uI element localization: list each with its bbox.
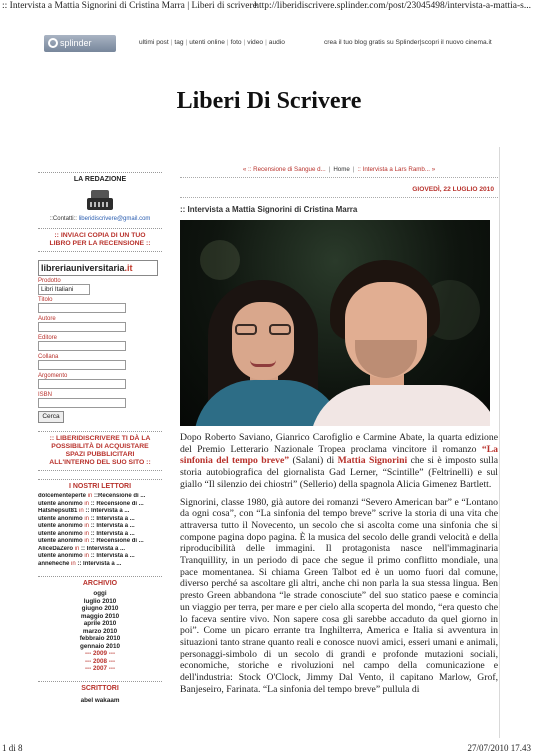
book-title: “La sinfonia del tempo breve” [180, 443, 498, 467]
cerca-button[interactable]: Cerca [38, 411, 64, 423]
divider [180, 177, 498, 178]
readers-title: I NOSTRI LETTORI [38, 479, 162, 493]
contact-line [38, 216, 162, 222]
contact-email-link[interactable]: liberidiscrivere@gmail.com [78, 216, 151, 222]
archive-link[interactable]: marzo 2010 [82, 627, 118, 635]
editore-label: Editore [38, 335, 58, 341]
print-datetime: 27/07/2010 17.43 [467, 743, 531, 753]
archive-year-link[interactable]: --- 2008 --- [84, 657, 116, 665]
top-nav-right: crea il tuo blog gratis su Splinder|scopri il nuovo cinema.it [324, 39, 492, 46]
archive-link[interactable]: luglio 2010 [83, 597, 117, 605]
libreria-universitaria-logo[interactable] [38, 260, 158, 276]
print-page-url: http://liberidiscrivere.splinder.com/post/23045498/intervista-a-mattia-s... [254, 1, 531, 11]
isbn-label: ISBN [38, 392, 53, 398]
archive-link[interactable]: giugno 2010 [81, 605, 119, 612]
reader-row[interactable] [38, 501, 162, 509]
reader-in: in [84, 530, 90, 537]
isbn-input[interactable] [38, 398, 126, 408]
author-name: Mattia Signorini [337, 455, 408, 467]
reader-user[interactable]: utente anonimo [38, 530, 83, 537]
reader-in: in [84, 553, 90, 559]
top-nav: ultimi post | tag | utenti online | foto | video | audio [139, 39, 285, 46]
nav-nuovo-cinema[interactable]: scopri il nuovo cinema.it [421, 39, 492, 46]
archive-year-link[interactable]: --- 2009 --- [84, 650, 116, 657]
reader-row[interactable] [38, 508, 162, 516]
reader-in: in [79, 508, 84, 514]
reader-user[interactable]: dolcementeperte [38, 493, 87, 499]
nav-tag[interactable]: tag [174, 39, 184, 46]
titolo-label: Titolo [38, 297, 53, 303]
readers-list [38, 493, 162, 568]
reader-post[interactable]: :: Intervista a ... [81, 545, 126, 552]
autore-label: Autore [38, 316, 56, 322]
post-date: GIOVEDÌ, 22 LUGLIO 2010 [412, 186, 494, 193]
reader-post[interactable]: :: Recensione di ... [90, 538, 144, 544]
argomento-input[interactable] [38, 379, 126, 389]
home-link[interactable]: Home [333, 166, 350, 173]
reader-user[interactable]: anneheche [38, 560, 70, 567]
post-title[interactable]: :: Intervista a Mattia Signorini di Cristina Marra [180, 205, 358, 214]
editore-input[interactable] [38, 341, 126, 351]
reader-user[interactable]: utente anonimo [38, 500, 83, 507]
sidebar [38, 172, 162, 704]
archive-link[interactable]: gennaio 2010 [80, 642, 120, 650]
print-footer [0, 742, 535, 756]
article-text: che si è imposto sulla storia autobiografica del giornalista Gad Lerner, “Scintille” (Feltrinelli) e sul giallo “Il silenzio dei chiostri” (Sellerio) della spagnola Alicia Gimenez Bartlett. [180, 455, 498, 490]
splinder-logo-icon [48, 38, 58, 48]
titolo-input[interactable] [38, 303, 126, 313]
article-text: Dopo Roberto Saviano, Gianrico Carofiglio e Carmine Abate, la quarta edizione del Premio Letterario Nazionale Tropea proclama vincitore il romanzo [180, 432, 498, 455]
reader-in: in [74, 545, 80, 552]
article-body [180, 432, 498, 695]
article-paragraph: Signorini, classe 1980, già autore dei romanzi “Severo American bar” e “Lontano da ogni cosa”, con “La sinfonia del tempo breve” scrive la storia di una vita che attraversa tutto il Novecento, un secolo che si ascolta come una sinfonia che si compone pagina dopo pagina. È la musica del secolo delle grandi velocità e della riproducibilità delle immagini. Il protagonista nasce nell'immaginaria Tranquillity, in un periodo di pace che segue il primo conflitto mondiale, una pace momentanea. Si chiama Green Talbot ed è un uomo fuori dal comune, diverso perché sa ascoltare gli altri, anche chi non parla la sua stessa lingua. Ben presto Green abbandona “le strade conosciute” del suo statico paese e comincia un viaggio per terra, per mare e per cielo alla scoperta del mondo, “era questo che lo faceva sentire vivo. Non sapere cosa gli sarebbe accaduto da quel giorno in poi”. Come un picaro errante tra Inghilterra, America e Italia si avventura in situazioni tanto strane quanto reali e conosce nuovi amici, esseri umani e animali, personaggi-simbolo di un secolo di grandi e profonde mutazioni sociali, economiche, storiche e rivoluzioni nel campo della comunicazione e dell'industria: Stock O'Clock, Jimmy Dal Vento, il capitano Marlow, Grof, Banjeseiro, Farinata. “La sinfonia del tempo breve” pullula di [180, 496, 498, 695]
ads-promo[interactable]: :: LIBERIDISCRIVERE TI DÀ LA POSSIBILITÀ DI ACQUISTARE SPAZI PUBBLICITARI ALL'INTERNO DEL SUO SITO :: [38, 431, 162, 471]
reader-row[interactable] [38, 493, 162, 501]
nav-video[interactable]: video [247, 39, 264, 46]
reader-post[interactable]: :: Intervista a ... [85, 508, 130, 514]
prev-post-link[interactable]: « :: Recensione di Sangue d... [242, 166, 326, 173]
post-photo [180, 220, 490, 426]
autore-input[interactable] [38, 322, 126, 332]
reader-post[interactable]: :: Intervista a ... [77, 560, 122, 567]
reader-in: in [84, 500, 90, 507]
blog-title[interactable]: Liberi Di Scrivere [176, 88, 362, 114]
libreria-logo-text: libreriauniversitaria [41, 263, 125, 273]
reader-user[interactable]: AliceDaZero [38, 545, 74, 552]
article-paragraph [180, 432, 498, 491]
print-header [0, 0, 535, 14]
libreria-logo-tld: .it [124, 263, 133, 273]
reader-post[interactable]: :: Recensione di ... [90, 500, 144, 507]
archive-link[interactable]: aprile 2010 [83, 620, 117, 627]
reader-user[interactable]: utente anonimo [38, 538, 83, 544]
print-page-title: :: Intervista a Mattia Signorini di Cristina Marra | Liberi di scrivere [2, 1, 257, 11]
archive-link[interactable]: maggio 2010 [80, 612, 120, 620]
reader-row[interactable] [38, 523, 162, 531]
reader-user[interactable]: utente anonimo [38, 515, 83, 522]
reader-in: in [84, 538, 90, 544]
prodotto-label: Prodotto [38, 278, 61, 284]
reader-user[interactable]: utente anonimo [38, 523, 83, 529]
contact-label: ::Contatti:: [49, 216, 77, 222]
argomento-label: Argomento [38, 373, 68, 379]
reader-row[interactable] [38, 553, 162, 561]
reader-in: in [71, 560, 76, 567]
reader-post[interactable]: :: Intervista a ... [90, 523, 135, 529]
reader-post[interactable]: :: Intervista a ... [90, 553, 135, 559]
nav-ultimi-post[interactable]: ultimi post [139, 39, 169, 46]
reader-user[interactable]: Hatshepsut81 [38, 508, 78, 514]
post-navigation: « :: Recensione di Sangue d... | Home | :: Intervista a Lars Ramb... » [242, 166, 436, 173]
nav-audio[interactable]: audio [268, 39, 285, 46]
reader-post[interactable]: :: Intervista a ... [90, 530, 135, 537]
nav-foto[interactable]: foto [230, 39, 242, 46]
prodotto-select[interactable]: Libri Italiani [38, 284, 90, 295]
reader-in: in [87, 493, 93, 499]
writers-title: SCRITTORI [38, 681, 162, 695]
divider [180, 197, 498, 198]
reader-post[interactable]: :: Intervista a ... [90, 515, 135, 522]
reader-in: in [84, 523, 90, 529]
splinder-logo[interactable] [44, 35, 116, 52]
archive-list [38, 590, 162, 673]
print-page-number: 1 di 8 [2, 743, 23, 753]
redazione-title: LA REDAZIONE [38, 172, 162, 186]
writer-link[interactable]: abel wakaam [80, 696, 120, 704]
reader-in: in [84, 515, 90, 522]
collana-label: Collana [38, 354, 59, 360]
article-text: (Salani) di [289, 455, 338, 467]
reader-row[interactable] [38, 531, 162, 539]
collana-input[interactable] [38, 360, 126, 370]
reader-user[interactable]: utente anonimo [38, 553, 83, 559]
reader-row[interactable] [38, 546, 162, 554]
reader-row[interactable] [38, 516, 162, 524]
next-post-link[interactable]: :: Intervista a Lars Ramb... » [357, 166, 436, 173]
typewriter-icon [87, 190, 113, 214]
nav-utenti-online[interactable]: utenti online [189, 39, 225, 46]
reader-row[interactable] [38, 561, 162, 569]
nav-crea-blog[interactable]: crea il tuo blog gratis su Splinder [324, 39, 420, 46]
splinder-logo-label: splinder [60, 38, 92, 48]
archive-year-link[interactable]: --- 2007 --- [84, 665, 116, 672]
archive-title: ARCHIVIO [38, 576, 162, 590]
send-book-promo[interactable]: :: INVIACI COPIA DI UN TUO LIBRO PER LA RECENSIONE :: [38, 228, 162, 252]
reader-row[interactable] [38, 538, 162, 546]
archive-link[interactable]: febbraio 2010 [79, 635, 121, 642]
splinder-topbar [34, 22, 504, 62]
archive-link[interactable]: oggi [93, 590, 107, 597]
reader-post[interactable]: ::Recensione di ... [94, 493, 146, 499]
blog-page [34, 22, 504, 738]
main-content [180, 166, 498, 695]
